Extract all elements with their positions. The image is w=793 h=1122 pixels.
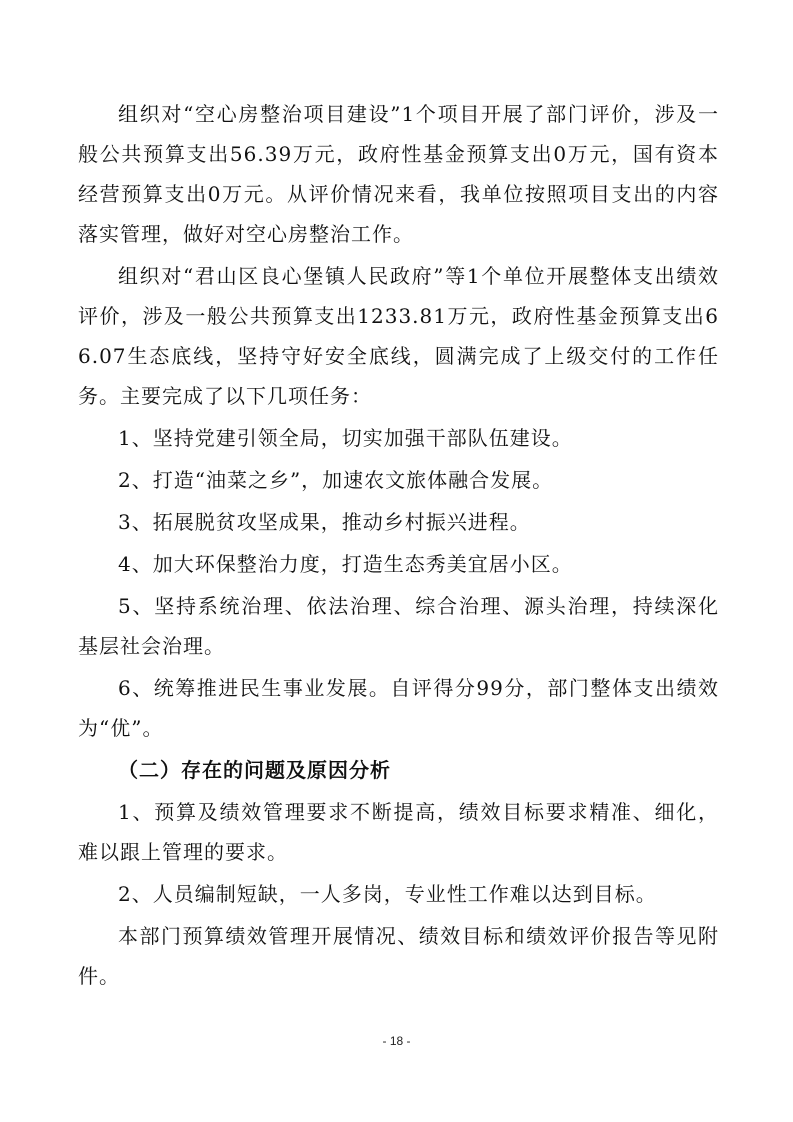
task-item-4: 4、加大环保整治力度，打造生态秀美宜居小区。 bbox=[118, 552, 573, 576]
task-item-5: 5、坚持系统治理、依法治理、综合治理、源头治理，持续深化基层社会治理。 bbox=[78, 594, 719, 658]
task-item-3: 3、拓展脱贫攻坚成果，推动乡村振兴进程。 bbox=[118, 510, 531, 534]
task-item-1: 1、坚持党建引领全局，切实加强干部队伍建设。 bbox=[118, 426, 573, 450]
section-heading: （二）存在的问题及原因分析 bbox=[118, 758, 391, 782]
paragraph-project-evaluation: 组织对“空心房整治项目建设”1个项目开展了部门评价，涉及一般公共预算支出56.39万元，政府性基金预算支出0万元，国有资本经营预算支出0万元。从评价情况来看，我单位按照项目支出的内容落实管理，做好对空心房整治工作。 bbox=[78, 102, 719, 246]
problem-item-2: 2、人员编制短缺，一人多岗，专业性工作难以达到目标。 bbox=[118, 882, 657, 906]
paragraph-attachment-note: 本部门预算绩效管理开展情况、绩效目标和绩效评价报告等见附件。 bbox=[78, 924, 719, 988]
problem-item-1: 1、预算及绩效管理要求不断提高，绩效目标要求精准、细化，难以跟上管理的要求。 bbox=[78, 800, 719, 864]
document-body bbox=[78, 94, 719, 996]
paragraph-unit-evaluation: 组织对“君山区良心堡镇人民政府”等1个单位开展整体支出绩效评价，涉及一般公共预算支出1233.81万元，政府性基金预算支出66.07生态底线，坚持守好安全底线，圆满完成了上级交付的工作任务。主要完成了以下几项任务： bbox=[78, 264, 719, 408]
page-number: - 18 - bbox=[382, 1034, 411, 1048]
task-item-2: 2、打造“油菜之乡”，加速农文旅体融合发展。 bbox=[118, 468, 554, 492]
task-item-6: 6、统筹推进民生事业发展。自评得分99分，部门整体支出绩效为“优”。 bbox=[78, 676, 719, 740]
